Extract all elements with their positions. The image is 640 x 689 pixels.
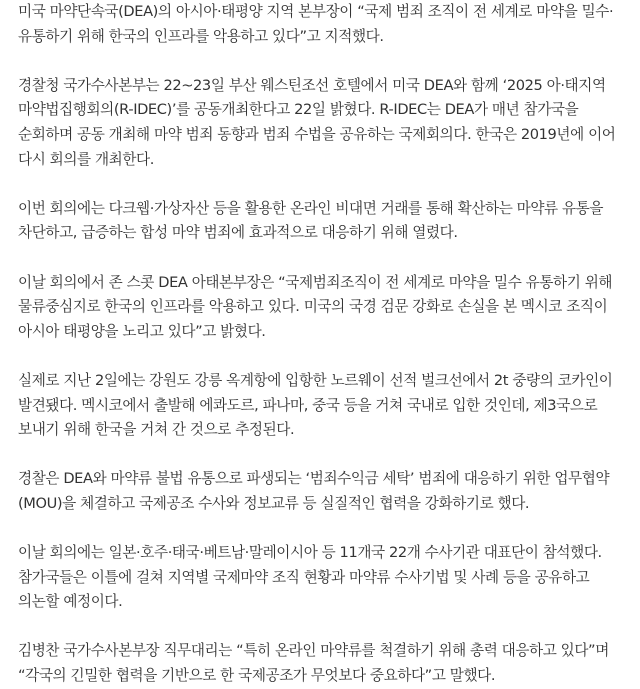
article-paragraph: 이날 회의에서 존 스콧 DEA 아태본부장은 “국제범죄조직이 전 세계로 마약을 밀수 유통하기 위해 물류중심지로 한국의 인프라를 악용하고 있다. 미국의 국경 검문 강화로 손실을 본 멕시코 조직이 아시아 태평양을 노리고 있다”고 밝혔다. [18,273,613,340]
article-paragraph: 이날 회의에는 일본·호주·태국·베트남·말레이시아 등 11개국 22개 수사기관 대표단이 참석했다. 참가국들은 이틀에 걸쳐 지역별 국제마약 조직 현황과 마약류 수사기법 및 사례 등을 공유하고 의논할 예정이다. [18,544,602,611]
article-paragraph: 이번 회의에는 다크웹·가상자산 등을 활용한 온라인 비대면 거래를 통해 확산하는 마약류 유통을 차단하고, 급증하는 합성 마약 범죄에 효과적으로 대응하기 위해 열렸다. [18,199,604,242]
article-paragraph: 경찰청 국가수사본부는 22~23일 부산 웨스틴조선 호텔에서 미국 DEA와 함께 ‘2025 아·태지역 마약법집행회의(R-IDEC)’를 공동개최한다고 22일 밝혔다. R-IDEC는 DEA가 매년 참가국을 순회하며 공동 개최해 마약 범죄 동향과 범죄 수법을 공유하는 국제회의다. 한국은 2019년에 이어 다시 회의를 개최한다. [18,76,616,168]
article-paragraph: 경찰은 DEA와 마약류 불법 유통으로 파생되는 ‘범죄수익금 세탁’ 범죄에 대응하기 위한 업무협약(MOU)을 체결하고 국제공조 수사와 정보교류 등 실질적인 협력을 강화하기로 했다. [18,470,610,512]
article-paragraph: 미국 마약단속국(DEA)의 아시아·태평양 지역 본부장이 “국제 범죄 조직이 전 세계로 마약을 밀수·유통하기 위해 한국의 인프라를 악용하고 있다”고 지적했다. [18,3,614,45]
article-paragraph: 김병찬 국가수사본부장 직무대리는 “특히 온라인 마약류를 척결하기 위해 총력 대응하고 있다”며 “각국의 긴밀한 협력을 기반으로 한 국제공조가 무엇보다 중요하다”고 말했다. [18,642,609,685]
article-paragraph: 실제로 지난 2일에는 강원도 강릉 옥계항에 입항한 노르웨이 선적 벌크선에서 2t 중량의 코카인이 발견됐다. 멕시코에서 출발해 에콰도르, 파나마, 중국 등을 거쳐 국내로 입한 것인데, 제3국으로 보내기 위해 한국을 거쳐 간 것으로 추정된다. [18,371,613,439]
